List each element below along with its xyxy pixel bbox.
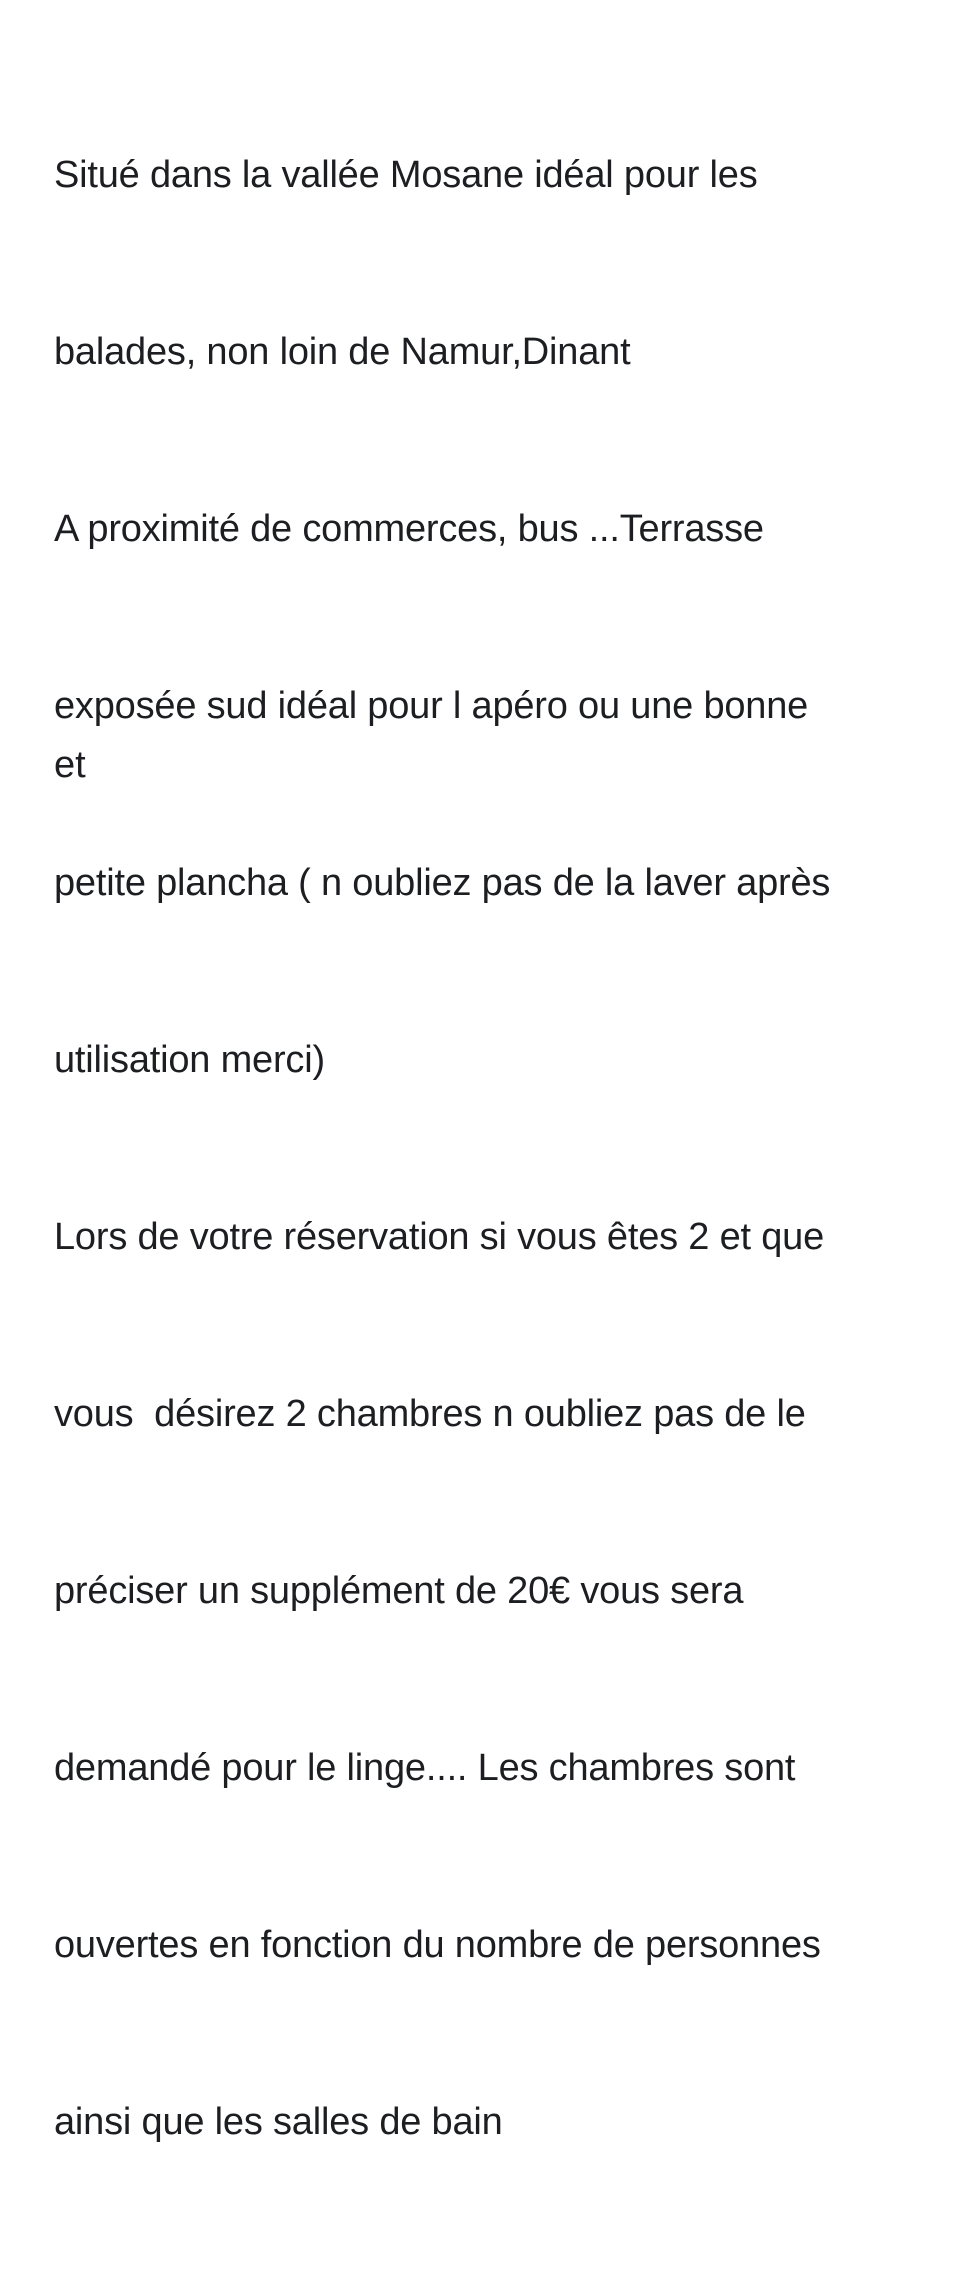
text-line: demandé pour le linge.... Les chambres sont — [54, 1747, 796, 1789]
text-line: petite plancha ( n oubliez pas de la laver après — [54, 862, 831, 904]
text-line: utilisation merci) — [54, 1039, 325, 1081]
clipped-text-line: et — [54, 744, 86, 786]
text-line: A proximité de commerces, bus ...Terrasse — [54, 508, 764, 550]
text-line: vous désirez 2 chambres n oubliez pas de le — [54, 1393, 806, 1435]
text-line: Situé dans la vallée Mosane idéal pour les — [54, 154, 758, 196]
text-line: ouvertes en fonction du nombre de personnes — [54, 1924, 821, 1966]
text-line: ainsi que les salles de bain — [54, 2101, 503, 2143]
text-line: Lors de votre réservation si vous êtes 2 et que — [54, 1216, 825, 1258]
text-line: balades, non loin de Namur,Dinant — [54, 331, 631, 373]
document-text-body — [54, 28, 934, 2270]
text-line: préciser un supplément de 20€ vous sera — [54, 1570, 744, 1612]
text-line: exposée sud idéal pour l apéro ou une bonne — [54, 685, 809, 727]
